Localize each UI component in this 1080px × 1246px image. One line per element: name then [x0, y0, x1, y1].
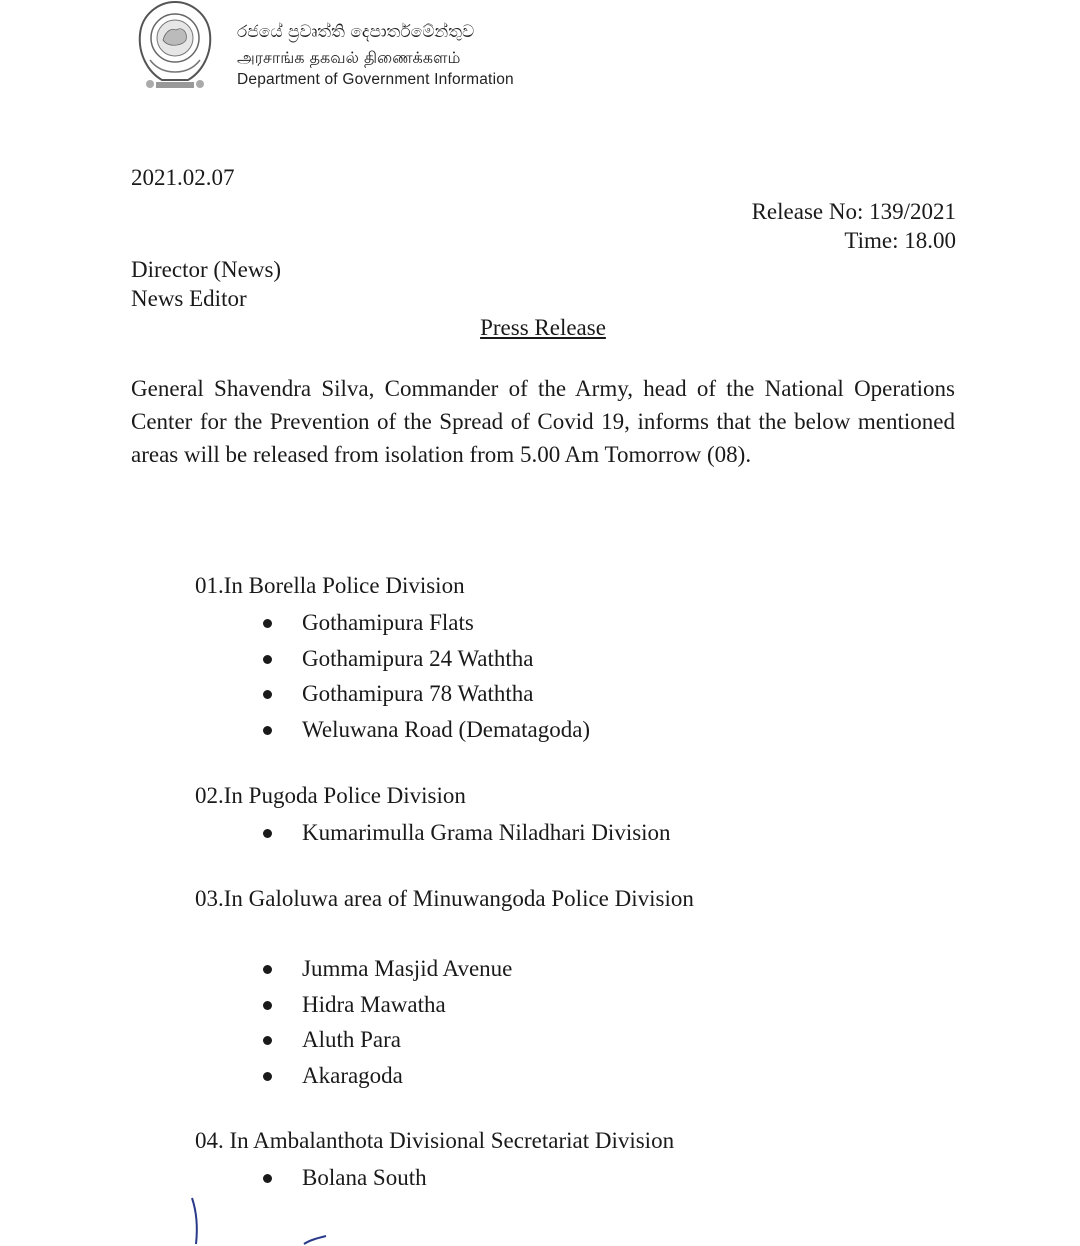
section-heading: 02.In Pugoda Police Division: [195, 783, 466, 808]
release-number: Release No: 139/2021: [751, 199, 956, 224]
list-item-text: Gothamipura 24 Waththa: [302, 645, 534, 671]
list-item: [256, 605, 590, 641]
announcement-paragraph: General Shavendra Silva, Commander of the Army, head of the National Operations Center for the Prevention of the Spread of Covid 19, informs that the below mentioned areas will be released from isolation from 5.00 Am Tomorrow (08).: [131, 376, 955, 467]
list-item-text: Gothamipura 78 Waththa: [302, 681, 534, 706]
list-item: [256, 676, 590, 712]
release-date: 2021.02.07: [131, 165, 235, 190]
list-item: [256, 1022, 512, 1058]
document-title: [0, 314, 1080, 342]
bullet-icon: [263, 655, 272, 664]
list-item: [256, 712, 590, 748]
release-time: Time: 18.00: [844, 228, 956, 253]
document-title-text: Press Release: [480, 315, 606, 340]
bullet-icon: [263, 829, 272, 838]
signature-stroke: [186, 1196, 206, 1246]
bullet-icon: [263, 1001, 272, 1010]
section-heading: 04. In Ambalanthota Divisional Secretariat Division: [195, 1128, 675, 1153]
bullet-icon: [263, 1036, 272, 1045]
list-item-text: Weluwana Road (Dematagoda): [302, 716, 591, 742]
section-heading: 01.In Borella Police Division: [195, 573, 465, 598]
section-list: [256, 605, 590, 747]
bullet-icon: [263, 965, 272, 974]
list-item-text: Akaragoda: [302, 1062, 403, 1088]
list-item-text: Kumarimulla Grama Niladhari Division: [302, 820, 671, 845]
bullet-icon: [263, 690, 272, 699]
list-item: [256, 987, 512, 1023]
list-item: [256, 641, 590, 677]
signature-stroke: [300, 1230, 330, 1246]
list-item-text: Gothamipura Flats: [302, 610, 474, 635]
list-item: [256, 1058, 512, 1094]
list-item: [256, 951, 512, 987]
section-heading: 03.In Galoluwa area of Minuwangoda Police Division: [195, 886, 694, 911]
section-list: [256, 951, 512, 1093]
sri-lanka-emblem-icon: [136, 0, 214, 92]
list-item-text: Aluth Para: [302, 1027, 402, 1052]
recipient-director: Director (News): [131, 257, 282, 282]
org-name-english: Department of Government Information: [237, 71, 514, 88]
list-item-text: Bolana South: [302, 1165, 427, 1190]
org-name-sinhala: රජයේ ප්‍රවෘත්ති දෙපාර්තමේන්තුව: [237, 22, 475, 42]
bullet-icon: [263, 1174, 272, 1183]
bullet-icon: [263, 619, 272, 628]
org-name-tamil: அரசாங்க தகவல் திணைக்களம்: [237, 48, 461, 67]
bullet-icon: [263, 1072, 272, 1081]
list-item: [256, 815, 671, 851]
list-item-text: Jumma Masjid Avenue: [302, 956, 513, 981]
section-list: [256, 1160, 427, 1196]
recipient-editor: News Editor: [131, 286, 247, 311]
government-emblem-logo: [136, 0, 214, 92]
list-item-text: Hidra Mawatha: [302, 991, 446, 1017]
section-list: [256, 815, 671, 851]
list-item: [256, 1160, 427, 1196]
bullet-icon: [263, 726, 272, 735]
